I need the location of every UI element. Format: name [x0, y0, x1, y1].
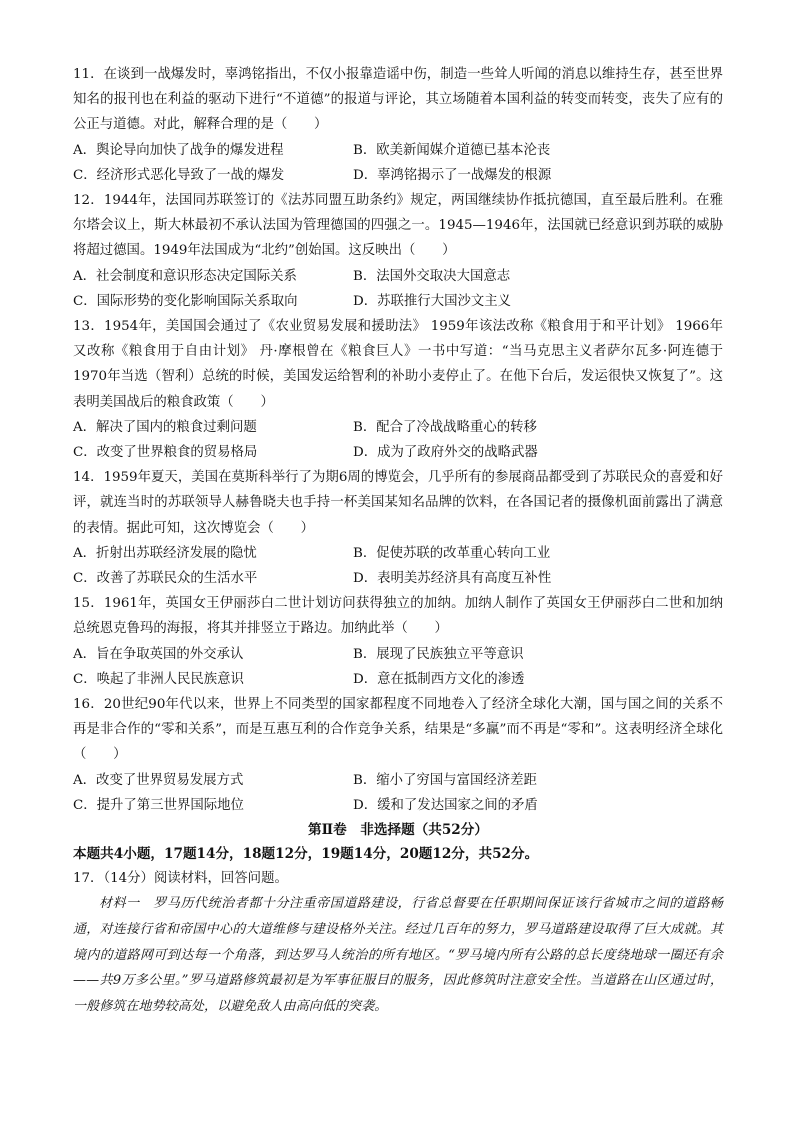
- option-c[interactable]: C．国际形势的变化影响国际关系取向: [73, 293, 298, 309]
- option-d[interactable]: D．辜鸿铭揭示了一战爆发的根源: [353, 167, 552, 183]
- question-16: [73, 692, 723, 818]
- option-c[interactable]: C．提升了第三世界国际地位: [73, 797, 244, 813]
- option-b[interactable]: B．欧美新闻媒介道德已基本沦丧: [353, 142, 551, 158]
- option-d[interactable]: D．意在抵制西方文化的渗透: [353, 671, 525, 687]
- question-11: [73, 62, 723, 188]
- question-stem: 11．在谈到一战爆发时，辜鸿铭指出，不仅小报靠造谣中伤，制造一些耸人听闻的消息以维持生存，甚至世界知名的报刊也在利益的驱动下进行“不道德”的报道与评论，其立场随着本国利益的转变而转变，丧失了应有的公正与道德。对此，解释合理的是（ ）: [73, 67, 723, 133]
- options: [73, 264, 723, 314]
- option-b[interactable]: B．促使苏联的改革重心转向工业: [353, 545, 551, 561]
- option-a[interactable]: A．改变了世界贸易发展方式: [73, 772, 244, 788]
- question-stem: 16．20世纪90年代以来，世界上不同类型的国家都程度不同地卷入了经济全球化大潮，国与国之间的关系不再是非合作的“零和关系”，而是互惠互利的合作竞争关系，结果是“多赢”而不再是“零和”。这表明经济全球化（ ）: [73, 697, 723, 763]
- option-a[interactable]: A．折射出苏联经济发展的隐忧: [73, 545, 257, 561]
- section-title: 第Ⅱ卷 非选择题（共52分）: [308, 822, 488, 839]
- material-one: 材料一 罗马历代统治者都十分注重帝国道路建设，行省总督要在任职期间保证该行省城市之间的道路畅通，对连接行省和帝国中心的大道维修与建设格外关注。经过几百年的努力，罗马道路建设取得了巨大成就。其境内的道路网可到达每一个角落，到达罗马人统治的所有地区。“罗马境内所有公路的总长度绕地球一圈还有余——共9万多公里。”罗马道路修筑最初是为军事征服目的服务，因此修筑时注意安全性。当道路在山区通过时，一般修筑在地势较高处，以避免敌人由高向低的突袭。: [73, 896, 723, 1015]
- options: [73, 415, 723, 465]
- option-b[interactable]: B．法国外交取决大国意志: [353, 268, 511, 284]
- question-13: [73, 314, 723, 465]
- option-b[interactable]: B．配合了冷战战略重心的转移: [353, 419, 537, 435]
- option-a[interactable]: A．舆论导向加快了战争的爆发进程: [73, 142, 284, 158]
- question-12: [73, 188, 723, 314]
- option-b[interactable]: B．展现了民族独立平等意识: [353, 646, 524, 662]
- option-c[interactable]: C．唤起了非洲人民民族意识: [73, 671, 244, 687]
- option-c[interactable]: C．改善了苏联民众的生活水平: [73, 571, 258, 587]
- option-c[interactable]: C．改变了世界粮食的贸易格局: [73, 445, 258, 461]
- question-stem: 13．1954年，美国国会通过了《农业贸易发展和援助法》 1959年该法改称《粮食用于和平计划》 1966年又改称《粮食用于自由计划》 丹·摩根曾在《粮食巨人》一书中写道：“当马克思主义者萨尔瓦多·阿连德于1970年当选（智利）总统的时候，美国发运给智利的补助小麦停止了。在他下台后，发运很快又恢复了”。这表明美国战后的粮食政策（ ）: [73, 319, 723, 410]
- question-stem: 12．1944年，法国同苏联签订的《法苏同盟互助条约》规定，两国继续协作抵抗德国，直至最后胜利。在雅尔塔会议上，斯大林最初不承认法国为管理德国的四强之一。1945—1946年，法国就已经意识到苏联的威胁将超过德国。1949年法国成为“北约”创始国。这反映出（ ）: [73, 193, 723, 259]
- option-c[interactable]: C．经济形式恶化导致了一战的爆发: [73, 167, 285, 183]
- option-d[interactable]: D．苏联推行大国沙文主义: [353, 293, 512, 309]
- option-d[interactable]: D．缓和了发达国家之间的矛盾: [353, 797, 538, 813]
- options: [73, 138, 723, 188]
- question-17-heading: 17．（14分）阅读材料，回答问题。: [73, 871, 288, 887]
- section-description: 本题共4小题，17题14分，18题12分，19题14分，20题12分，共52分。: [73, 846, 539, 863]
- option-b[interactable]: B．缩小了穷国与富国经济差距: [353, 772, 537, 788]
- option-a[interactable]: A．旨在争取英国的外交承认: [73, 646, 244, 662]
- option-a[interactable]: A．解决了国内的粮食过剩问题: [73, 419, 257, 435]
- options: [73, 541, 723, 591]
- option-d[interactable]: D．表明美苏经济具有高度互补性: [353, 571, 552, 587]
- question-stem: 15．1961年，英国女王伊丽莎白二世计划访问获得独立的加纳。加纳人制作了英国女王伊丽莎白二世和加纳总统恩克鲁玛的海报，将其并排竖立于路边。加纳此举（ ）: [73, 596, 723, 637]
- question-stem: 14．1959年夏天，美国在莫斯科举行了为期6周的博览会，几乎所有的参展商品都受到了苏联民众的喜爱和好评，就连当时的苏联领导人赫鲁晓夫也手持一杯美国某知名品牌的饮料，在各国记者的摄像机面前露出了满意的表情。据此可知，这次博览会（ ）: [73, 470, 723, 536]
- options: [73, 642, 723, 692]
- question-14: [73, 465, 723, 591]
- option-d[interactable]: D．成为了政府外交的战略武器: [353, 445, 538, 461]
- options: [73, 768, 723, 818]
- option-a[interactable]: A．社会制度和意识形态决定国际关系: [73, 268, 297, 284]
- exam-page: [73, 62, 723, 1020]
- question-15: [73, 591, 723, 692]
